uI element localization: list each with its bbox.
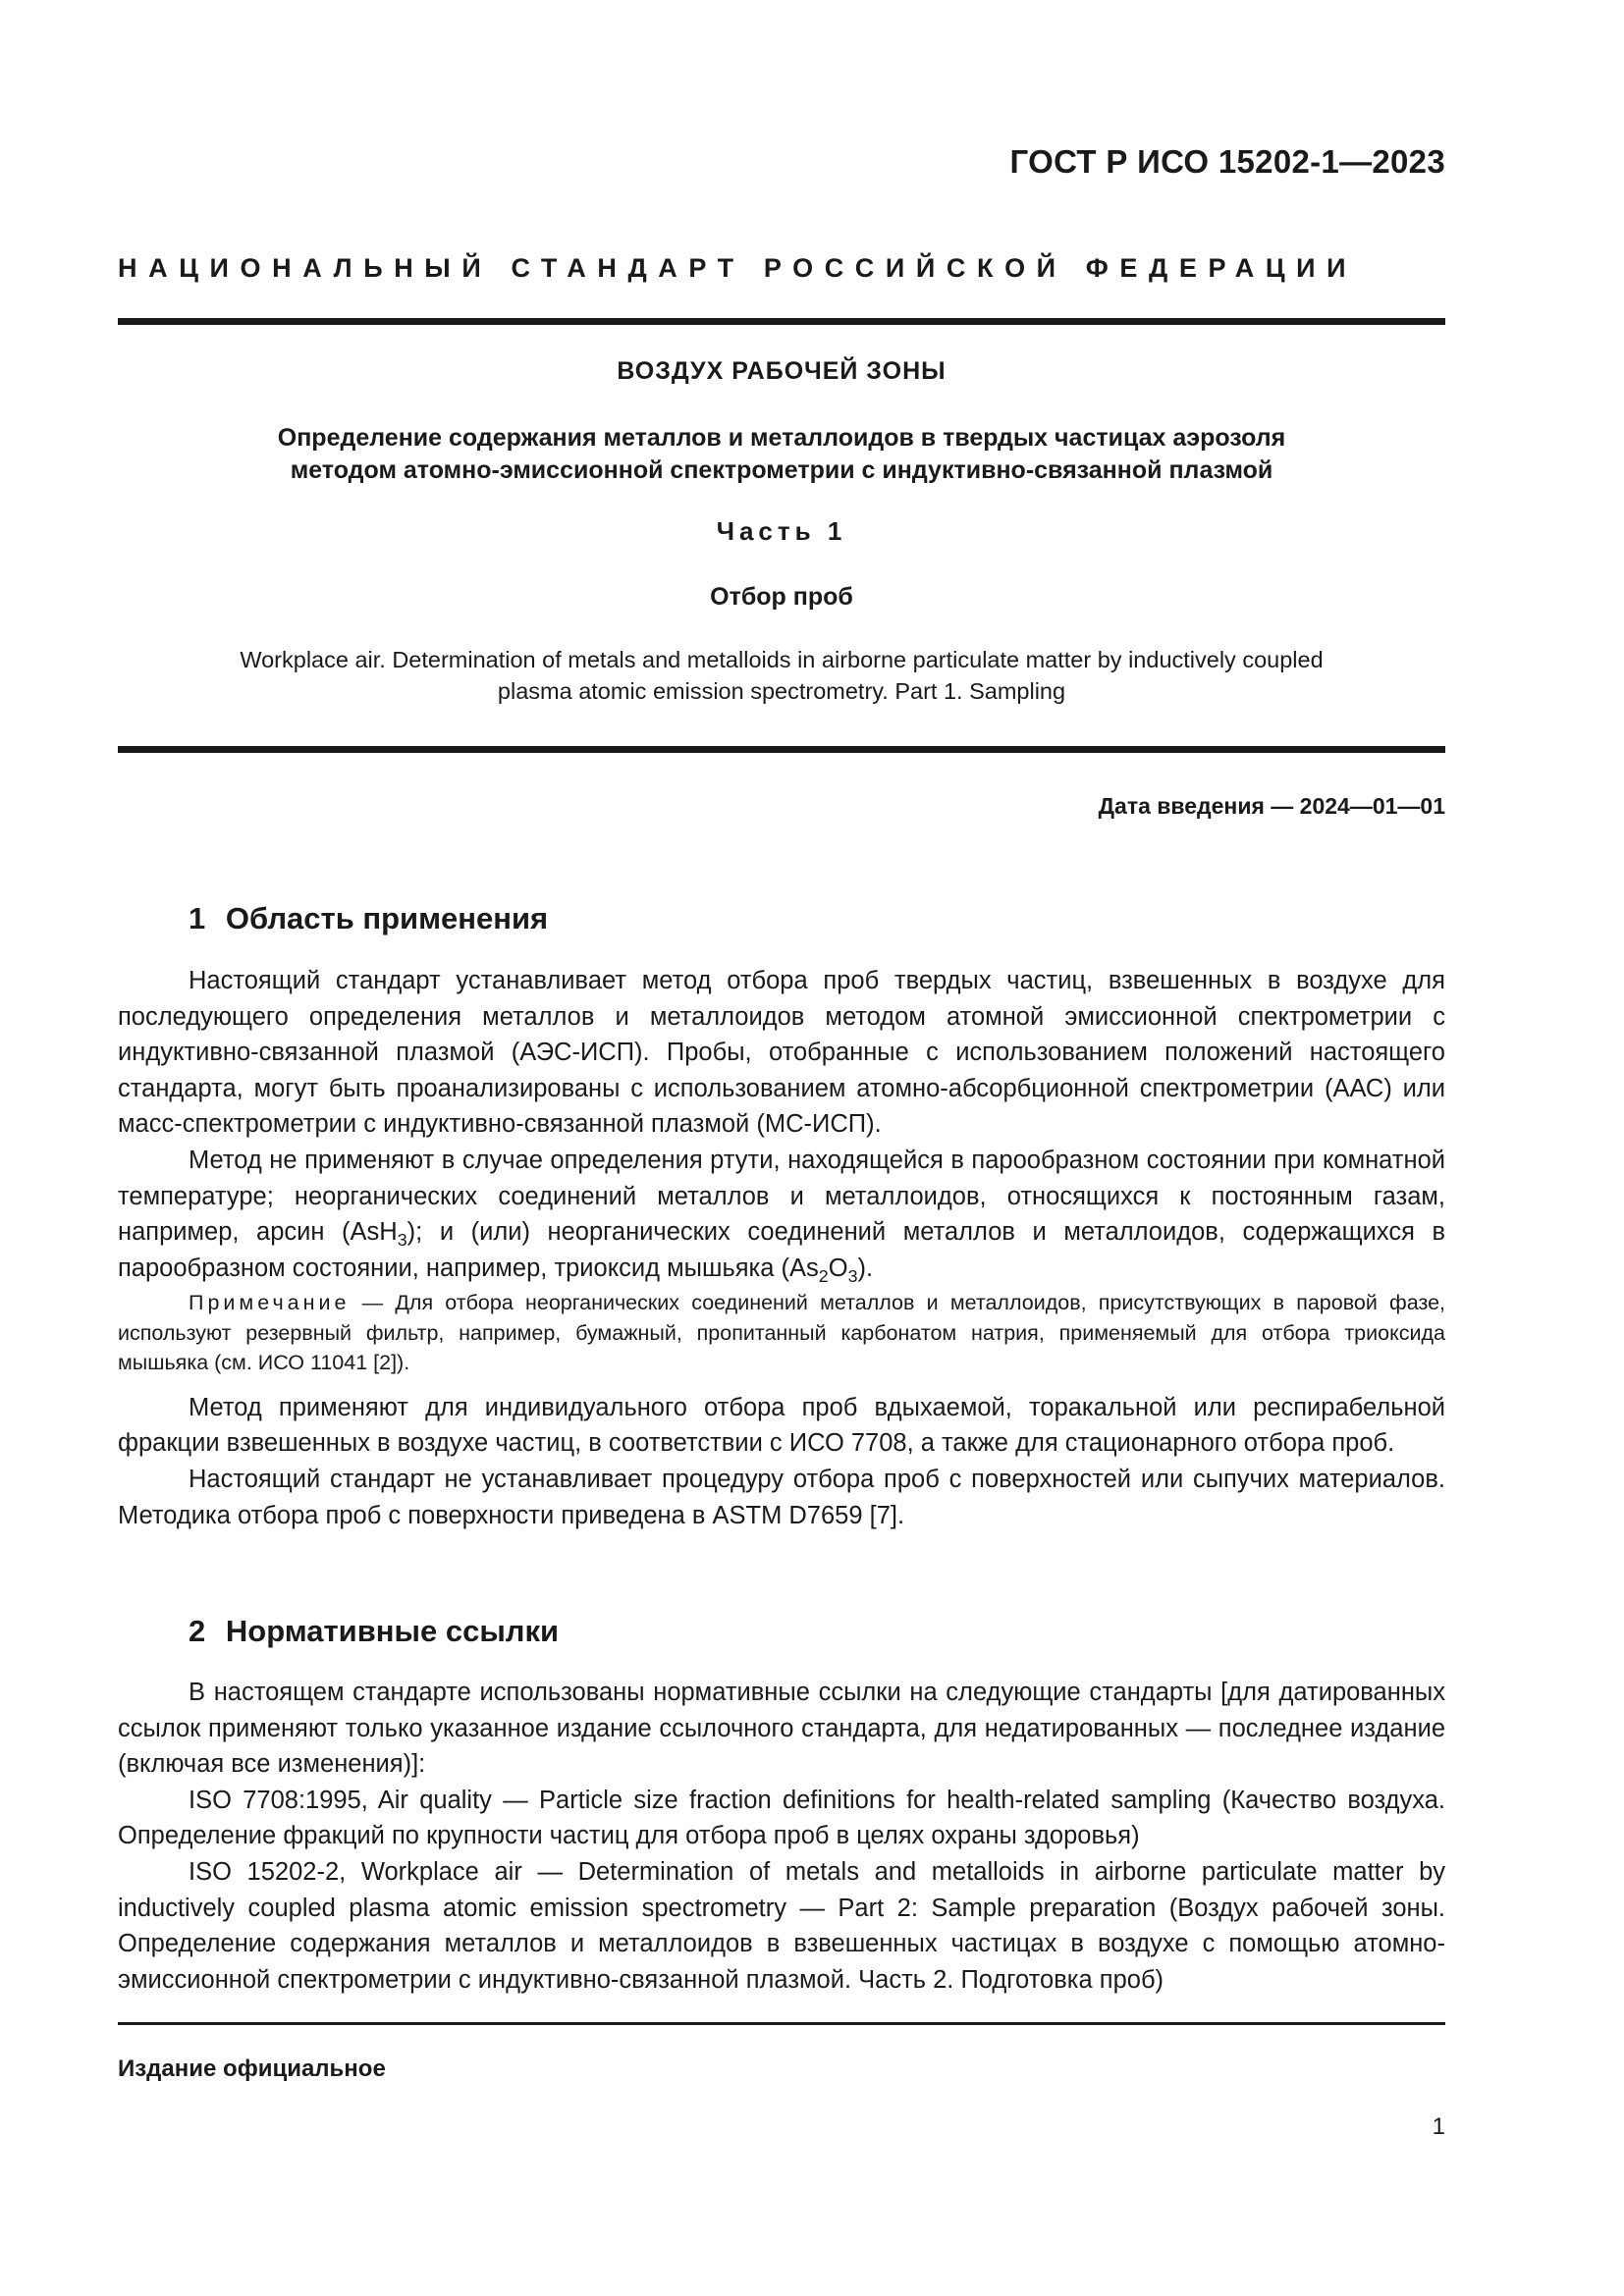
- section-2-number: 2: [189, 1614, 206, 1648]
- section-2-paragraph-1: В настоящем стандарте использованы нормативные ссылки на следующие стандарты [для датированных ссылок применяют только указанное издание ссылочного стандарта, для недатированных — последнее издание (включая все изменения)]:: [118, 1679, 1445, 1779]
- section-1-paragraph-1: Настоящий стандарт устанавливает метод отбора проб твердых частиц, взвешенных в воздухе для последующего определения металлов и металлоидов методом атомной эмиссионной спектрометрии с индуктивно-связанной плазмой (АЭС-ИСП). Пробы, отобранные с использованием положений настоящего стандарта, могут быть проанализированы с использованием атомно-абсорбционной спектрометрии (ААС) или масс-спектрометрии с индуктивно-связанной плазмой (МС-ИСП).: [118, 967, 1445, 1139]
- official-edition-label: Издание официальное: [118, 2056, 386, 2082]
- subtitle-line-1: Определение содержания металлов и металлоидов в твердых частицах аэрозоля: [277, 424, 1286, 452]
- section-1-note: [118, 1288, 1445, 1378]
- section-1-paragraph-3: Метод применяют для индивидуального отбора проб вдыхаемой, торакальной или респирабельной фракции взвешенных в воздухе частиц, в соответствии с ИСО 7708, а также для стационарного отбора проб.: [118, 1393, 1445, 1458]
- title-bottom-rule: [118, 746, 1445, 753]
- document-page: [118, 0, 1445, 2296]
- section-1-number: 1: [189, 901, 206, 935]
- footer-rule: [118, 2022, 1445, 2025]
- section-2-title: Нормативные ссылки: [225, 1614, 560, 1648]
- part-name: Отбор проб: [710, 583, 853, 611]
- section-1-body: [118, 963, 1445, 1533]
- section-2-reference-iso-15202-2: ISO 15202-2, Workplace air — Determination of metals and metalloids in airborne particulate matter by inductively coupled plasma atomic emission spectrometry — Part 2: Sample preparation (Воздух рабочей зоны. Определение содержания металлов и металлоидов в взвешенных частицах в воздухе с помощью атомно-эмиссионной спектрометрии с индуктивно-связанной плазмой. Часть 2. Подготовка проб): [118, 1857, 1445, 1994]
- note-label: Примечание: [189, 1291, 351, 1315]
- part-number: Часть 1: [716, 516, 847, 546]
- english-title: [118, 644, 1445, 707]
- section-2-reference-iso-7708: ISO 7708:1995, Air quality — Particle size fraction definitions for health-related sampling (Качество воздуха. Определение фракций по крупности частиц для отбора проб в целях охраны здоровья): [118, 1786, 1445, 1850]
- standard-code: ГОСТ Р ИСО 15202-1—2023: [1009, 143, 1445, 180]
- document-title: ВОЗДУХ РАБОЧЕЙ ЗОНЫ: [617, 357, 947, 385]
- english-title-line-1: Workplace air. Determination of metals and metalloids in airborne particulate matter by inductively coupled: [240, 647, 1324, 672]
- section-1-title: Область применения: [225, 901, 549, 935]
- subtitle-line-2: методом атомно-эмиссионной спектрометрии с индуктивно-связанной плазмой: [290, 456, 1273, 484]
- national-standard-banner: НАЦИОНАЛЬНЫЙ СТАНДАРТ РОССИЙСКОЙ ФЕДЕРАЦИИ: [118, 253, 1358, 283]
- section-1-paragraph-4: Настоящий стандарт не устанавливает процедуру отбора проб с поверхностей или сыпучих материалов. Методика отбора проб с поверхности приведена в ASTM D7659 [7].: [118, 1466, 1445, 1529]
- page-number: 1: [1432, 2113, 1445, 2140]
- top-rule: [118, 318, 1445, 325]
- section-1-paragraph-2: Метод не применяют в случае определения ртути, находящейся в парообразном состоянии при комнатной температуре; неорганических соединений металлов и металлоидов, относящихся к постоянным газам, например, арсин (AsH$_3$); и (или) неорганических соединений металлов и металлоидов, содержащихся в парообразном состоянии, например, триоксид мышьяка $(As_2O_3)$.: [118, 1146, 1445, 1286]
- section-1-heading: [189, 901, 548, 936]
- section-2-body: [118, 1675, 1445, 1998]
- english-title-line-2: plasma atomic emission spectrometry. Part 1. Sampling: [497, 678, 1066, 704]
- introduction-date: Дата введения — 2024—01—01: [1098, 793, 1445, 819]
- document-subtitle: [118, 422, 1445, 487]
- note-text: — Для отбора неорганических соединений металлов и металлоидов, присутствующих в паровой фазе, используют резервный фильтр, например, бумажный, пропитанный карбонатом натрия, применяемый для отбора триоксида мышьяка (см. ИСО 11041 [2]).: [118, 1291, 1445, 1375]
- section-2-heading: [189, 1614, 559, 1649]
